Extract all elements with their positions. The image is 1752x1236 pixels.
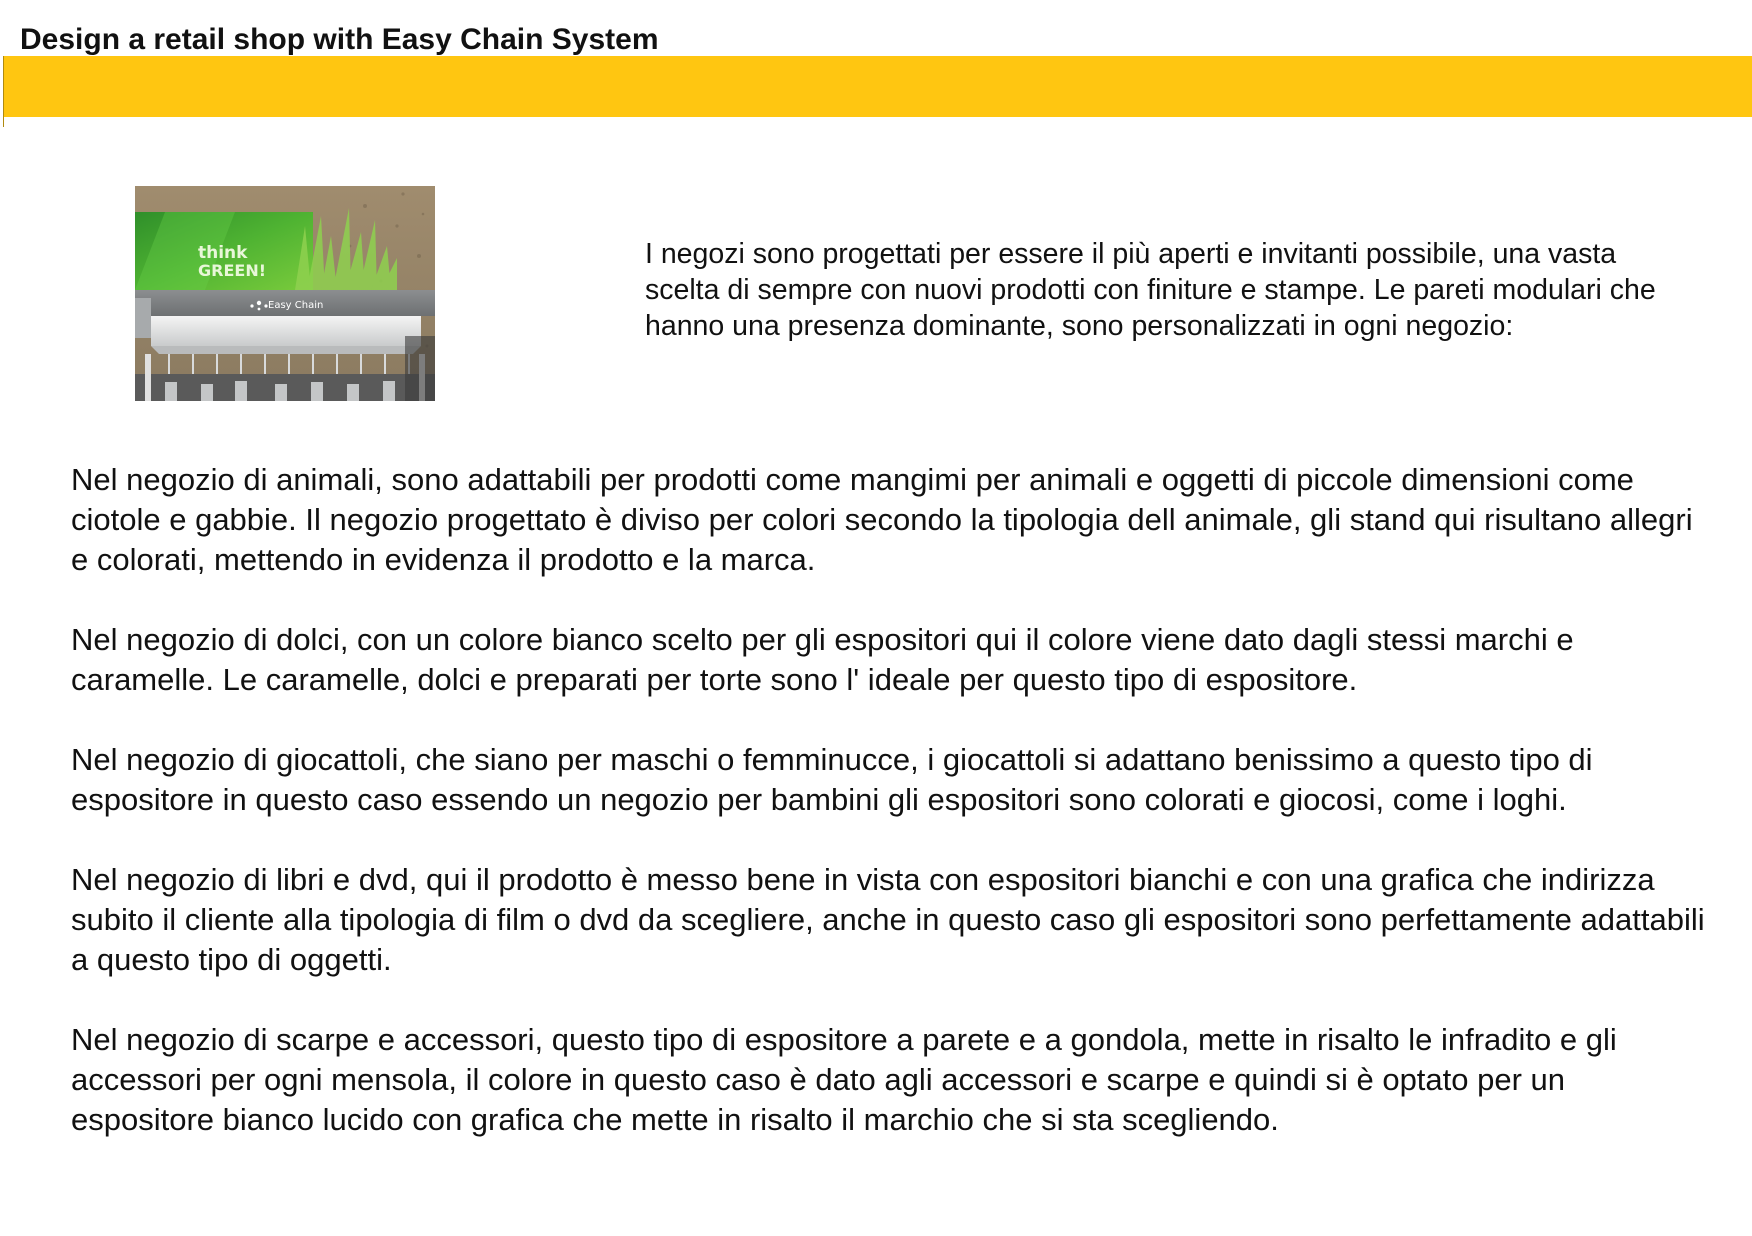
store-display-photo: [135, 186, 435, 401]
intro-paragraph: I negozi sono progettati per essere il più aperti e invitanti possibile, una vasta scelta di sempre con nuovi prodotti con finiture e stampe. Le pareti modulari che hanno una presenza dominante, sono personalizzati in ogni negozio:: [645, 238, 1656, 342]
paragraph-scarpe-accessori: Nel negozio di scarpe e accessori, questo tipo di espositore a parete e a gondola, mette in risalto le infradito e gli accessori per ogni mensola, il colore in questo caso è dato agli accessori e scarpe e quindi si è optato per un espositore bianco lucido con grafica che mette in risalto il marchio che si sta scegliendo.: [71, 1022, 1617, 1137]
paragraph-libri-dvd: Nel negozio di libri e dvd, qui il prodotto è messo bene in vista con espositori bianchi e con una grafica che indirizza subito il cliente alla tipologia di film o dvd da scegliere, anche in questo caso gli espositori sono perfettamente adattabili a questo tipo di oggetti.: [71, 862, 1705, 977]
paragraph-animali: Nel negozio di animali, sono adattabili per prodotti come mangimi per animali e oggetti di piccole dimensioni come ciotole e gabbie. Il negozio progettato è diviso per colori secondo la tipologia dell animale, gli stand qui risultano allegri e colorati, mettendo in evidenza il prodotto e la marca.: [71, 462, 1693, 577]
sign-text-think: think: [198, 243, 248, 263]
paragraph-giocattoli: Nel negozio di giocattoli, che siano per maschi o femminucce, i giocattoli si adattano benissimo a questo tipo di espositore in questo caso essendo un negozio per bambini gli espositori sono colorati e giocosi, come i loghi.: [71, 742, 1593, 817]
sign-text-green: GREEN!: [198, 261, 266, 280]
band-edge-line: [3, 56, 4, 127]
brand-logo-text: Easy Chain: [268, 300, 324, 311]
title-band: [3, 56, 1752, 117]
shop-descriptions: [71, 460, 1711, 1180]
paragraph-dolci: Nel negozio di dolci, con un colore bianco scelto per gli espositori qui il colore viene dato dagli stessi marchi e caramelle. Le caramelle, dolci e preparati per torte sono l' ideale per questo tipo di espositore.: [71, 622, 1574, 697]
page-title: Design a retail shop with Easy Chain System: [20, 23, 659, 56]
